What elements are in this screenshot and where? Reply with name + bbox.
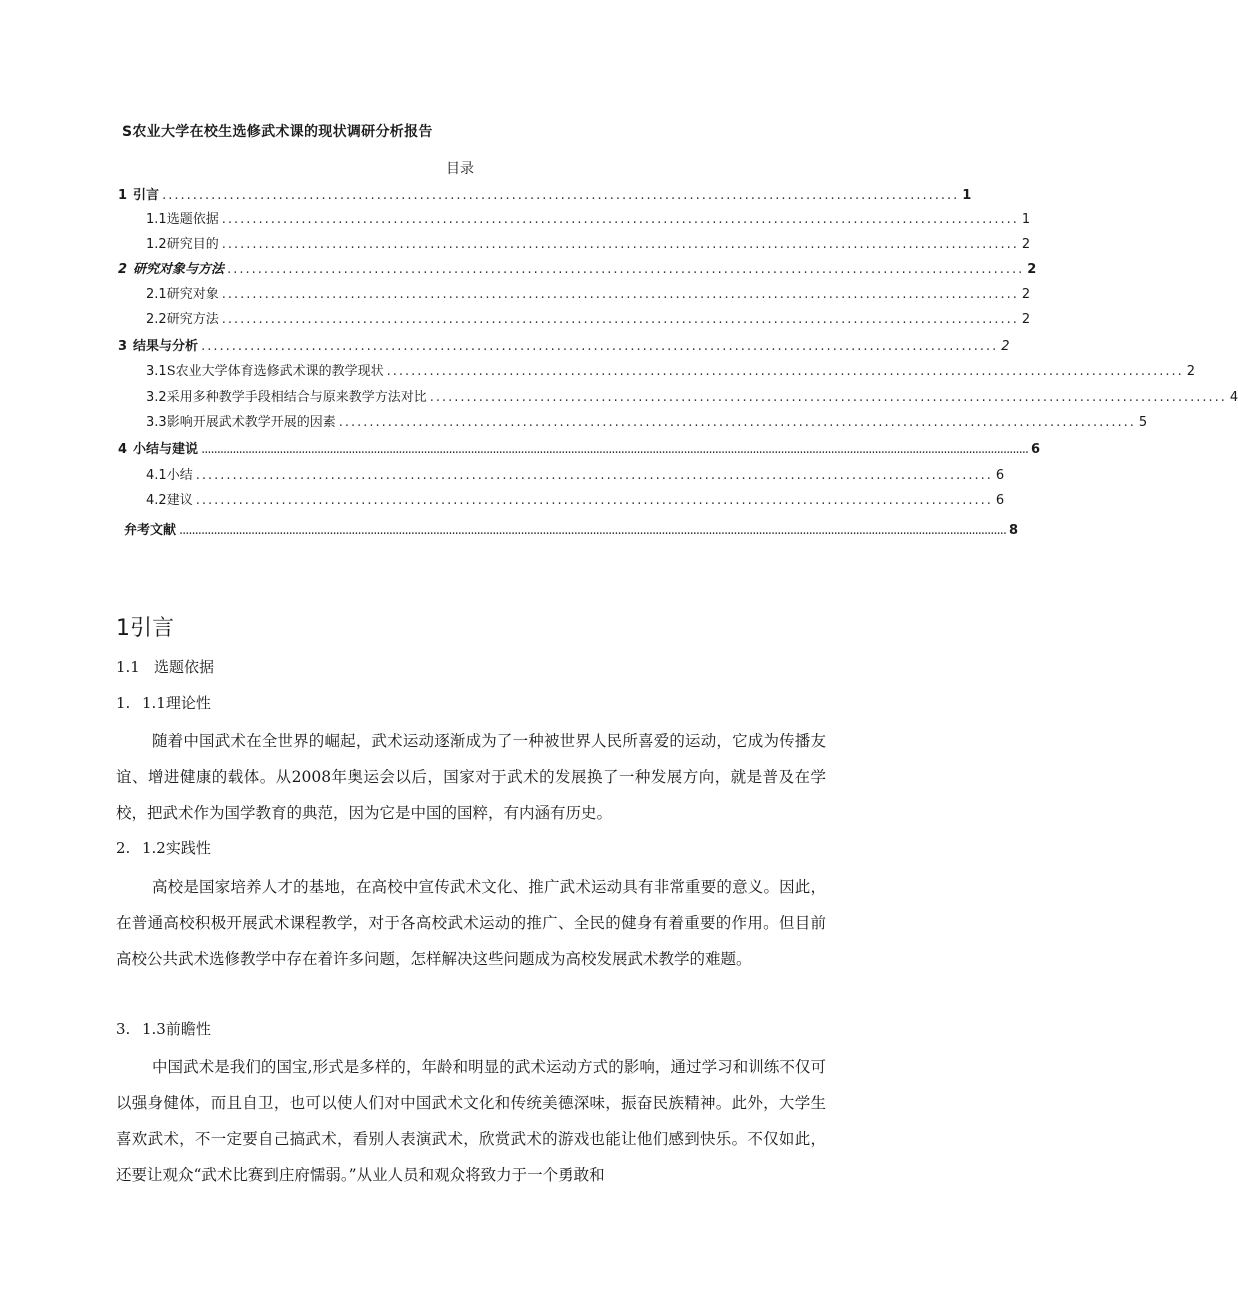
toc-entry-page: 2 bbox=[1027, 262, 1037, 277]
toc-entry-number: 3.1 bbox=[146, 364, 167, 379]
document-title: S农业大学在校生选修武术课的现状调研分析报告 bbox=[122, 124, 433, 140]
toc-entry[interactable] bbox=[146, 307, 1031, 327]
toc-entry[interactable] bbox=[146, 410, 1148, 430]
toc-entry-page: 4 bbox=[1229, 390, 1238, 405]
item-heading bbox=[116, 837, 211, 858]
toc-entry-page: 6 bbox=[995, 468, 1005, 483]
toc-entry-label: 小结 bbox=[166, 468, 193, 483]
toc-entry-page: 5 bbox=[1138, 415, 1148, 430]
section-heading: 1引言 bbox=[116, 616, 174, 641]
toc-leader: .................................................................................................................................. bbox=[162, 188, 960, 203]
toc-entry-number: 3.2 bbox=[146, 390, 167, 405]
toc-leader: .................................................................................................................................. bbox=[338, 415, 1136, 430]
toc-leader: .................................................................................................................................. bbox=[221, 212, 1019, 227]
toc-leader: ........................................................................................................................................................................................................................................................................ bbox=[201, 442, 1028, 457]
toc-entry-page: 6 bbox=[995, 493, 1005, 508]
toc-entry[interactable] bbox=[146, 232, 1031, 252]
toc-entry-label: 研究对象 bbox=[166, 287, 219, 302]
toc-entry-label: 研究方法 bbox=[166, 312, 219, 327]
toc-entry-label: 小结与建说 bbox=[133, 442, 199, 457]
toc-leader: .................................................................................................................................. bbox=[195, 493, 993, 508]
toc-entry[interactable] bbox=[118, 183, 972, 203]
item-number: 1. bbox=[116, 694, 131, 712]
item-label: 1.2实践性 bbox=[142, 839, 211, 857]
toc-entry-number: 3 bbox=[118, 339, 128, 354]
toc-entry-number: 2 bbox=[118, 262, 128, 277]
paragraph: 高校是国家培养人才的基地，在高校中宣传武术文化、推广武术运动具有非常重要的意义。因此，在普通高校积极开展武术课程教学，对于各高校武术运动的推广、全民的健身有着重要的作用。但目前高校公共武术选修教学中存在着许多问题，怎样解决这些问题成为高校发展武术教学的难题。 bbox=[116, 878, 826, 968]
toc-leader: .................................................................................................................................. bbox=[201, 339, 999, 354]
toc-entry-label: 建议 bbox=[166, 493, 193, 508]
item-label: 1.1理论性 bbox=[142, 694, 211, 712]
toc-leader: .................................................................................................................................. bbox=[429, 390, 1227, 405]
toc-entry-number: 4.1 bbox=[146, 468, 167, 483]
toc-entry-number: 3.3 bbox=[146, 415, 167, 430]
paragraph: 随着中国武术在全世界的崛起，武术运动逐渐成为了一种被世界人民所喜爱的运动，它成为传播友谊、增进健康的载体。从2008年奥运会以后，国家对于武术的发展换了一种发展方向，就是普及在学校，把武术作为国学教育的典范，因为它是中国的国粹，有内涵有历史。 bbox=[116, 732, 826, 822]
toc-entry-page: 8 bbox=[1008, 523, 1018, 538]
toc-leader: .................................................................................................................................. bbox=[221, 237, 1019, 252]
toc-entry-label: 结果与分析 bbox=[133, 339, 199, 354]
toc-entry[interactable] bbox=[146, 385, 1238, 405]
toc-entry-label: 弁考文献 bbox=[124, 523, 177, 538]
toc-entry[interactable] bbox=[146, 488, 1005, 508]
item-heading bbox=[116, 692, 211, 713]
toc-entry-label: 选题依据 bbox=[166, 212, 219, 227]
toc-entry-label: S农业大学体育选修武术课的教学现状 bbox=[166, 364, 384, 379]
toc-leader: ........................................................................................................................................................................................................................................................................ bbox=[179, 523, 1006, 538]
toc-entry-label: 研究目的 bbox=[166, 237, 219, 252]
toc-entry-number: 1 bbox=[118, 188, 128, 203]
toc-entry-number: 2.2 bbox=[146, 312, 167, 327]
toc-entry[interactable] bbox=[118, 437, 1041, 457]
item-label: 1.3前瞻性 bbox=[142, 1020, 211, 1038]
toc-leader: .................................................................................................................................. bbox=[221, 312, 1019, 327]
toc-entry[interactable] bbox=[146, 207, 1031, 227]
toc-leader: .................................................................................................................................. bbox=[227, 262, 1025, 277]
subsection-number: 1.1 bbox=[116, 658, 140, 676]
toc-entry-number: 2.1 bbox=[146, 287, 167, 302]
subsection-label: 选题依据 bbox=[154, 658, 215, 676]
toc-entry[interactable] bbox=[118, 334, 1010, 354]
subsection-heading bbox=[116, 656, 214, 677]
toc-entry-label: 研究对象与方法 bbox=[133, 262, 225, 277]
toc-entry[interactable] bbox=[146, 282, 1031, 302]
toc-leader: .................................................................................................................................. bbox=[221, 287, 1019, 302]
item-number: 2. bbox=[116, 839, 131, 857]
toc-entry-page: 2 bbox=[1186, 364, 1196, 379]
item-number: 3. bbox=[116, 1020, 131, 1038]
toc-entry-page: 2 bbox=[1021, 312, 1031, 327]
toc-entry[interactable] bbox=[118, 257, 1037, 277]
toc-entry-number: 1.1 bbox=[146, 212, 167, 227]
toc-entry-page: 6 bbox=[1031, 442, 1041, 457]
item-heading bbox=[116, 1018, 211, 1039]
toc-entry-page: 2 bbox=[1021, 237, 1031, 252]
toc-leader: .................................................................................................................................. bbox=[386, 364, 1184, 379]
toc-entry-page: 2 bbox=[1001, 339, 1010, 354]
toc-entry-label: 采用多种教学手段相结合与原来教学方法对比 bbox=[166, 390, 427, 405]
toc-entry[interactable] bbox=[146, 463, 1005, 483]
toc-entry-number: 4 bbox=[118, 442, 128, 457]
toc-entry-label: 影响开展武术教学开展的因素 bbox=[166, 415, 336, 430]
toc-entry[interactable] bbox=[118, 518, 1018, 538]
toc-entry-page: 1 bbox=[1021, 212, 1031, 227]
toc-leader: .................................................................................................................................. bbox=[195, 468, 993, 483]
toc-entry-label: 引言 bbox=[133, 188, 160, 203]
toc-entry-page: 2 bbox=[1021, 287, 1031, 302]
toc-heading: 目录 bbox=[446, 161, 474, 177]
paragraph: 中国武术是我们的国宝,形式是多样的，年龄和明显的武术运动方式的影响，通过学习和训练不仅可以强身健体，而且自卫，也可以使人们对中国武术文化和传统美德深味，振奋民族精神。此外，大学生喜欢武术，不一定要自己搞武术，看别人表演武术，欣赏武术的游戏也能让他们感到快乐。不仅如此，还要让观众“武术比赛到庄府懦弱。”从业人员和观众将致力于一个勇敢和 bbox=[116, 1058, 826, 1184]
toc-entry-page: 1 bbox=[962, 188, 972, 203]
toc-entry[interactable] bbox=[146, 359, 1196, 379]
toc-entry-number: 4.2 bbox=[146, 493, 167, 508]
toc-entry-number: 1.2 bbox=[146, 237, 167, 252]
